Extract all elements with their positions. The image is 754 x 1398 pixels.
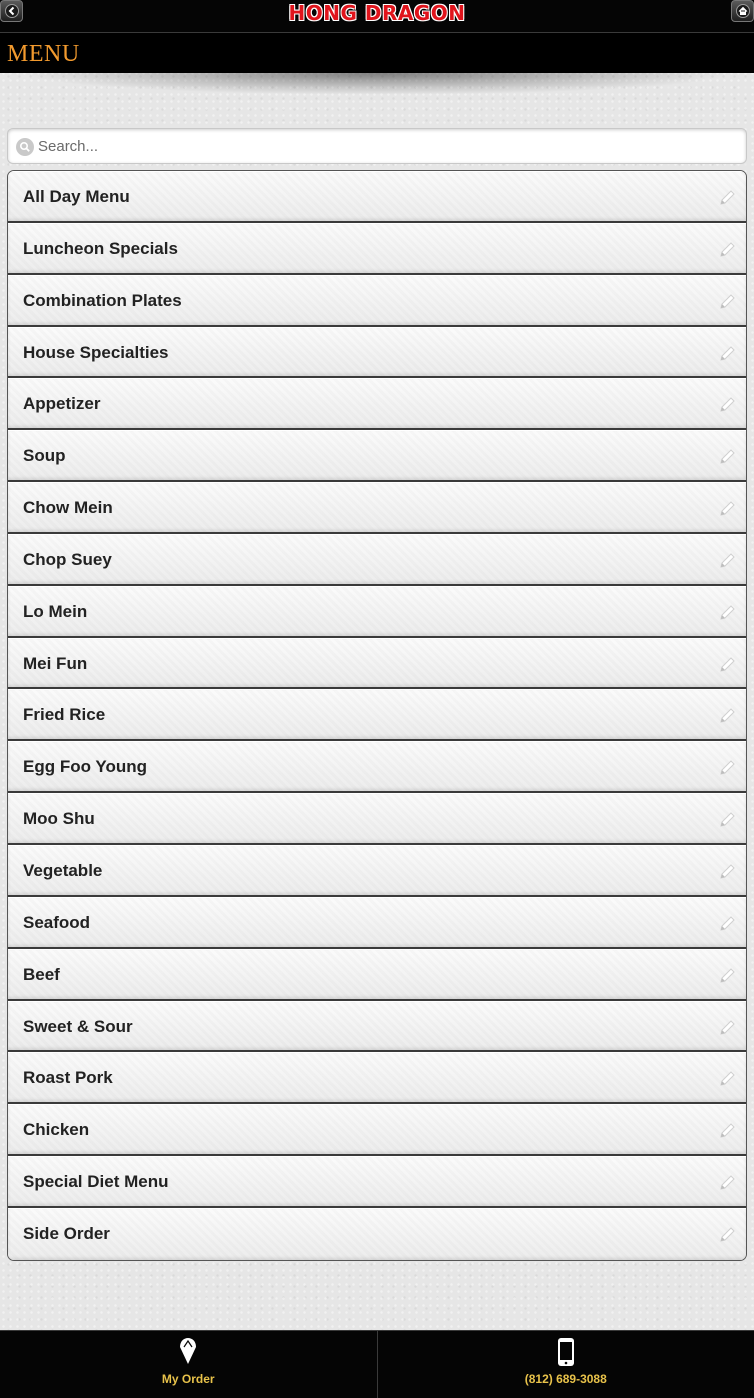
menu-category-item[interactable]: [8, 1156, 746, 1208]
menu-category-item[interactable]: [8, 741, 746, 793]
menu-category-item[interactable]: [8, 638, 746, 690]
ice-cream-cone-icon: [177, 1337, 199, 1365]
menu-category-label: Special Diet Menu: [23, 1172, 168, 1192]
menu-category-label: Moo Shu: [23, 809, 95, 829]
menu-category-item[interactable]: [8, 1208, 746, 1260]
pencil-icon: [718, 656, 736, 674]
top-bar: [0, 0, 754, 33]
pencil-icon: [718, 811, 736, 829]
pencil-icon: [718, 448, 736, 466]
menu-category-label: Beef: [23, 965, 60, 985]
menu-category-label: All Day Menu: [23, 187, 130, 207]
menu-category-item[interactable]: [8, 327, 746, 379]
menu-category-item[interactable]: [8, 845, 746, 897]
menu-category-label: Chop Suey: [23, 550, 112, 570]
menu-category-item[interactable]: [8, 949, 746, 1001]
menu-category-list: [7, 170, 747, 1261]
menu-category-label: Soup: [23, 446, 66, 466]
pencil-icon: [718, 189, 736, 207]
menu-category-label: Luncheon Specials: [23, 239, 178, 259]
menu-category-item[interactable]: [8, 1052, 746, 1104]
pencil-icon: [718, 552, 736, 570]
menu-category-label: Chicken: [23, 1120, 89, 1140]
menu-category-item[interactable]: [8, 1001, 746, 1053]
menu-category-label: Sweet & Sour: [23, 1017, 133, 1037]
menu-category-label: Mei Fun: [23, 654, 87, 674]
pencil-icon: [718, 863, 736, 881]
menu-category-label: House Specialties: [23, 343, 169, 363]
menu-category-item[interactable]: [8, 793, 746, 845]
menu-category-label: Lo Mein: [23, 602, 87, 622]
menu-category-item[interactable]: [8, 689, 746, 741]
phone-icon: [556, 1337, 576, 1367]
pencil-icon: [718, 1122, 736, 1140]
menu-category-item[interactable]: [8, 586, 746, 638]
pencil-icon: [718, 1019, 736, 1037]
menu-category-label: Seafood: [23, 913, 90, 933]
pencil-icon: [718, 396, 736, 414]
pencil-icon: [718, 500, 736, 518]
menu-category-item[interactable]: [8, 482, 746, 534]
menu-category-label: Vegetable: [23, 861, 102, 881]
menu-category-item[interactable]: [8, 430, 746, 482]
pencil-icon: [718, 915, 736, 933]
menu-category-item[interactable]: [8, 1104, 746, 1156]
menu-category-label: Egg Foo Young: [23, 757, 147, 777]
phone-number-label: (812) 689-3088: [378, 1372, 754, 1386]
pencil-icon: [718, 1174, 736, 1192]
pencil-icon: [718, 707, 736, 725]
pencil-icon: [718, 1226, 736, 1244]
pencil-icon: [718, 345, 736, 363]
menu-category-item[interactable]: [8, 897, 746, 949]
home-button[interactable]: [731, 0, 754, 22]
menu-category-label: Side Order: [23, 1224, 110, 1244]
search-input[interactable]: [38, 129, 738, 163]
menu-bar: [0, 33, 754, 73]
pencil-icon: [718, 759, 736, 777]
home-icon: [736, 4, 750, 18]
pencil-icon: [718, 241, 736, 259]
pencil-icon: [718, 604, 736, 622]
pencil-icon: [718, 967, 736, 985]
menu-category-item[interactable]: [8, 171, 746, 223]
search-box[interactable]: [7, 128, 747, 164]
menu-category-item[interactable]: [8, 275, 746, 327]
menu-category-label: Combination Plates: [23, 291, 182, 311]
search-icon: [16, 138, 34, 156]
menu-category-label: Chow Mein: [23, 498, 113, 518]
menu-category-label: Appetizer: [23, 394, 100, 414]
phone-call-tab[interactable]: [377, 1331, 754, 1398]
my-order-tab[interactable]: [0, 1331, 377, 1398]
my-order-label: My Order: [0, 1372, 377, 1386]
menu-category-label: Fried Rice: [23, 705, 105, 725]
menu-category-item[interactable]: [8, 534, 746, 586]
pencil-icon: [718, 1070, 736, 1088]
menu-category-item[interactable]: [8, 378, 746, 430]
menu-category-item[interactable]: [8, 223, 746, 275]
menu-category-label: Roast Pork: [23, 1068, 113, 1088]
pencil-icon: [718, 293, 736, 311]
hong-dragon-logo: HONG DRAGON: [0, 1, 754, 25]
header-shadow: [20, 73, 734, 95]
page-title: MENU: [7, 41, 80, 68]
bottom-toolbar: [0, 1330, 754, 1398]
